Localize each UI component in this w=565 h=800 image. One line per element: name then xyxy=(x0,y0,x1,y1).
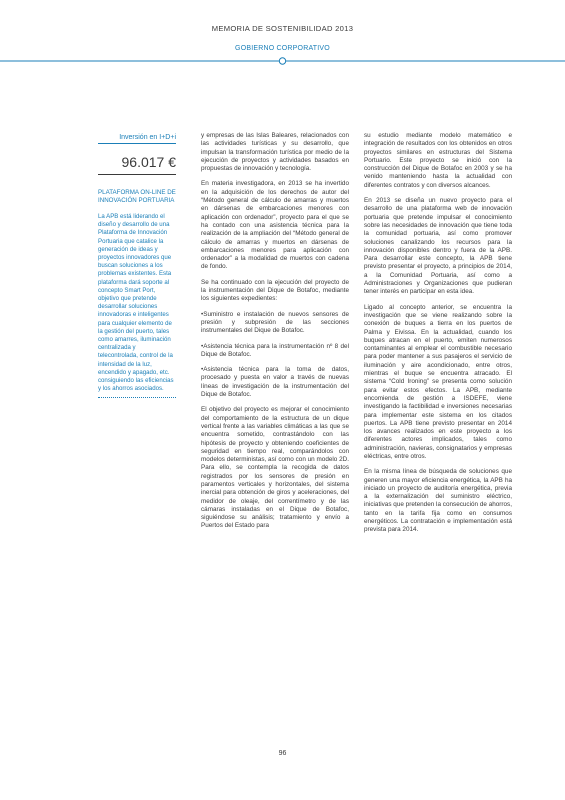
investment-label: Inversión en I+D+i xyxy=(98,134,176,144)
innovation-platform-box xyxy=(98,189,176,398)
text-column-1 xyxy=(201,132,349,538)
investment-amount: 96.017 € xyxy=(98,154,176,175)
page-number: 96 xyxy=(278,750,287,757)
paragraph: su estudio mediante modelo matemático e integración de resultados con los obtenidos en otros proyectos similares en estructuras del Sistema Portuario. Este proyecto se inició con la construcción del Dique de Botafoc en 2003 y se ha venido manteniendo hasta la actualidad con diferentes contratos y con diversos alcances. xyxy=(364,132,512,189)
text-column-2 xyxy=(364,132,512,542)
paragraph: En materia investigadora, en 2013 se ha invertido en la adquisición de los derechos de autor del “Método general de cálculo de amarras y muertos en dársenas de embarcaciones menores con aplicación con ordenador”, proyecto para el que se ha contado con una asistencia técnica para la realización de la ampliación del “Método general de cálculo de amarras y muertos en dársenas de embarcaciones menores para aplicación con ordenador” a la modalidad de muertos con cadena de fondo. xyxy=(201,180,349,271)
section-title: GOBIERNO CORPORATIVO xyxy=(235,45,330,52)
paragraph: Se ha continuado con la ejecución del proyecto de la instrumentación del Dique de Botafoc, mediante los siguientes expedientes: xyxy=(201,278,349,303)
paragraph: El objetivo del proyecto es mejorar el conocimiento del comportamiento de la estructura de un dique vertical frente a las variables climáticas a las que se encuentra sometido, contrastándolo con las hipótesis de proyecto y obteniendo coeficientes de seguridad en tiempo real, comparándolos con modelos deterministas, así como con un modelo 2D. Para ello, se contempla la recogida de datos registrados por los sensores de presión en paramentos verticales y horizontales, del sistema inercial para obtención de giros y aceleraciones, del medidor de oleaje, del correntímetro y de las cámaras instaladas en el Dique de Botafoc, siguiéndose su análisis; tratamiento y envío a Puertos del Estado para xyxy=(201,406,349,530)
bullet-item: •Suministro e instalación de nuevos sensores de presión y subpresión de las secciones instrumentales del Dique de Botafoc. xyxy=(201,310,349,335)
box-title: PLATAFORMA ON-LINE DE INNOVACIÓN PORTUARIA xyxy=(98,189,176,204)
paragraph: Ligado al concepto anterior, se encuentra la investigación que se viene realizando sobre la conexión de buques a tierra en los puertos de Palma y Eivissa. En la actualidad, cuando los buques atracan en el puerto, emiten numerosos contaminantes al emplear el combustible necesario para poder mantener a sus pasajeros el servicio de iluminación y aire acondicionado, entre otros, mientras el buque se encuentra atracado. El sistema “Cold Ironing” se presenta como solución para evitar estos efectos. La APB, mediante encomienda de gestión a ISDEFE, viene investigando la factibilidad e inversiones necesarias para implementar este sistema en los citados puertos. La APB tiene previsto presentar en 2014 los avances realizados en este proyecto a los diferentes actores implicados, tales como administración, navieras, consignatarios y empresas eléctricas, entre otros. xyxy=(364,303,512,460)
document-title: MEMORIA DE SOSTENIBILIDAD 2013 xyxy=(211,24,354,33)
header-rule xyxy=(0,55,565,67)
bullet-item: •Asistencia técnica para la toma de datos, procesado y puesta en valor a través de nuevas líneas de investigación de la instrumentación del Dique de Botafoc. xyxy=(201,366,349,399)
paragraph: y empresas de las Islas Baleares, relacionados con las actividades turísticas y su desarrollo, que impulsan la transformación turística por medio de la ejecución de proyectos y actividades basados en propuestas de innovación y tecnología. xyxy=(201,132,349,173)
box-body: La APB está liderando el diseño y desarrollo de una Plataforma de Innovación Portuaria que catalice la generación de ideas y proyectos innovadores que buscan soluciones a los problemas existentes. Esta plataforma dará soporte al concepto Smart Port, objetivo que pretende desarrollar soluciones innovadoras e inteligentes para cualquier elemento de la gestión del puerto, tales como amarres, iluminación centralizada y telecontrolada, control de la intensidad de la luz, encendido y apagado, etc. consiguiendo las eficiencias y los ahorros asociados. xyxy=(98,213,174,393)
paragraph: En 2013 se diseña un nuevo proyecto para el desarrollo de una plataforma web de innovación portuaria que pretende impulsar el conocimiento sobre las necesidades de innovación que tiene toda la comunidad portuaria, así como promover soluciones canalizando los recursos para la innovación disponibles dentro y fuera de la APB. Para desarrollar este concepto, la APB tiene previsto presentar el proyecto, a principios de 2014, a la Comunidad Portuaria, así como a Administraciones y Organizaciones que pudieran tener interés en participar en esta idea. xyxy=(364,197,512,296)
paragraph: En la misma línea de búsqueda de soluciones que generen una mayor eficiencia energética, la APB ha iniciado un proyecto de auditoría energética, previa a la externalización del suministro eléctrico, iniciativas que pretenden la consecución de ahorros, tanto en la tarifa fija como en consumos energéticos. La contratación e implementación está prevista para 2014. xyxy=(364,468,512,534)
bullet-item: •Asistencia técnica para la instrumentación nº 8 del Dique de Botafoc. xyxy=(201,342,349,358)
sidebar xyxy=(98,134,176,398)
